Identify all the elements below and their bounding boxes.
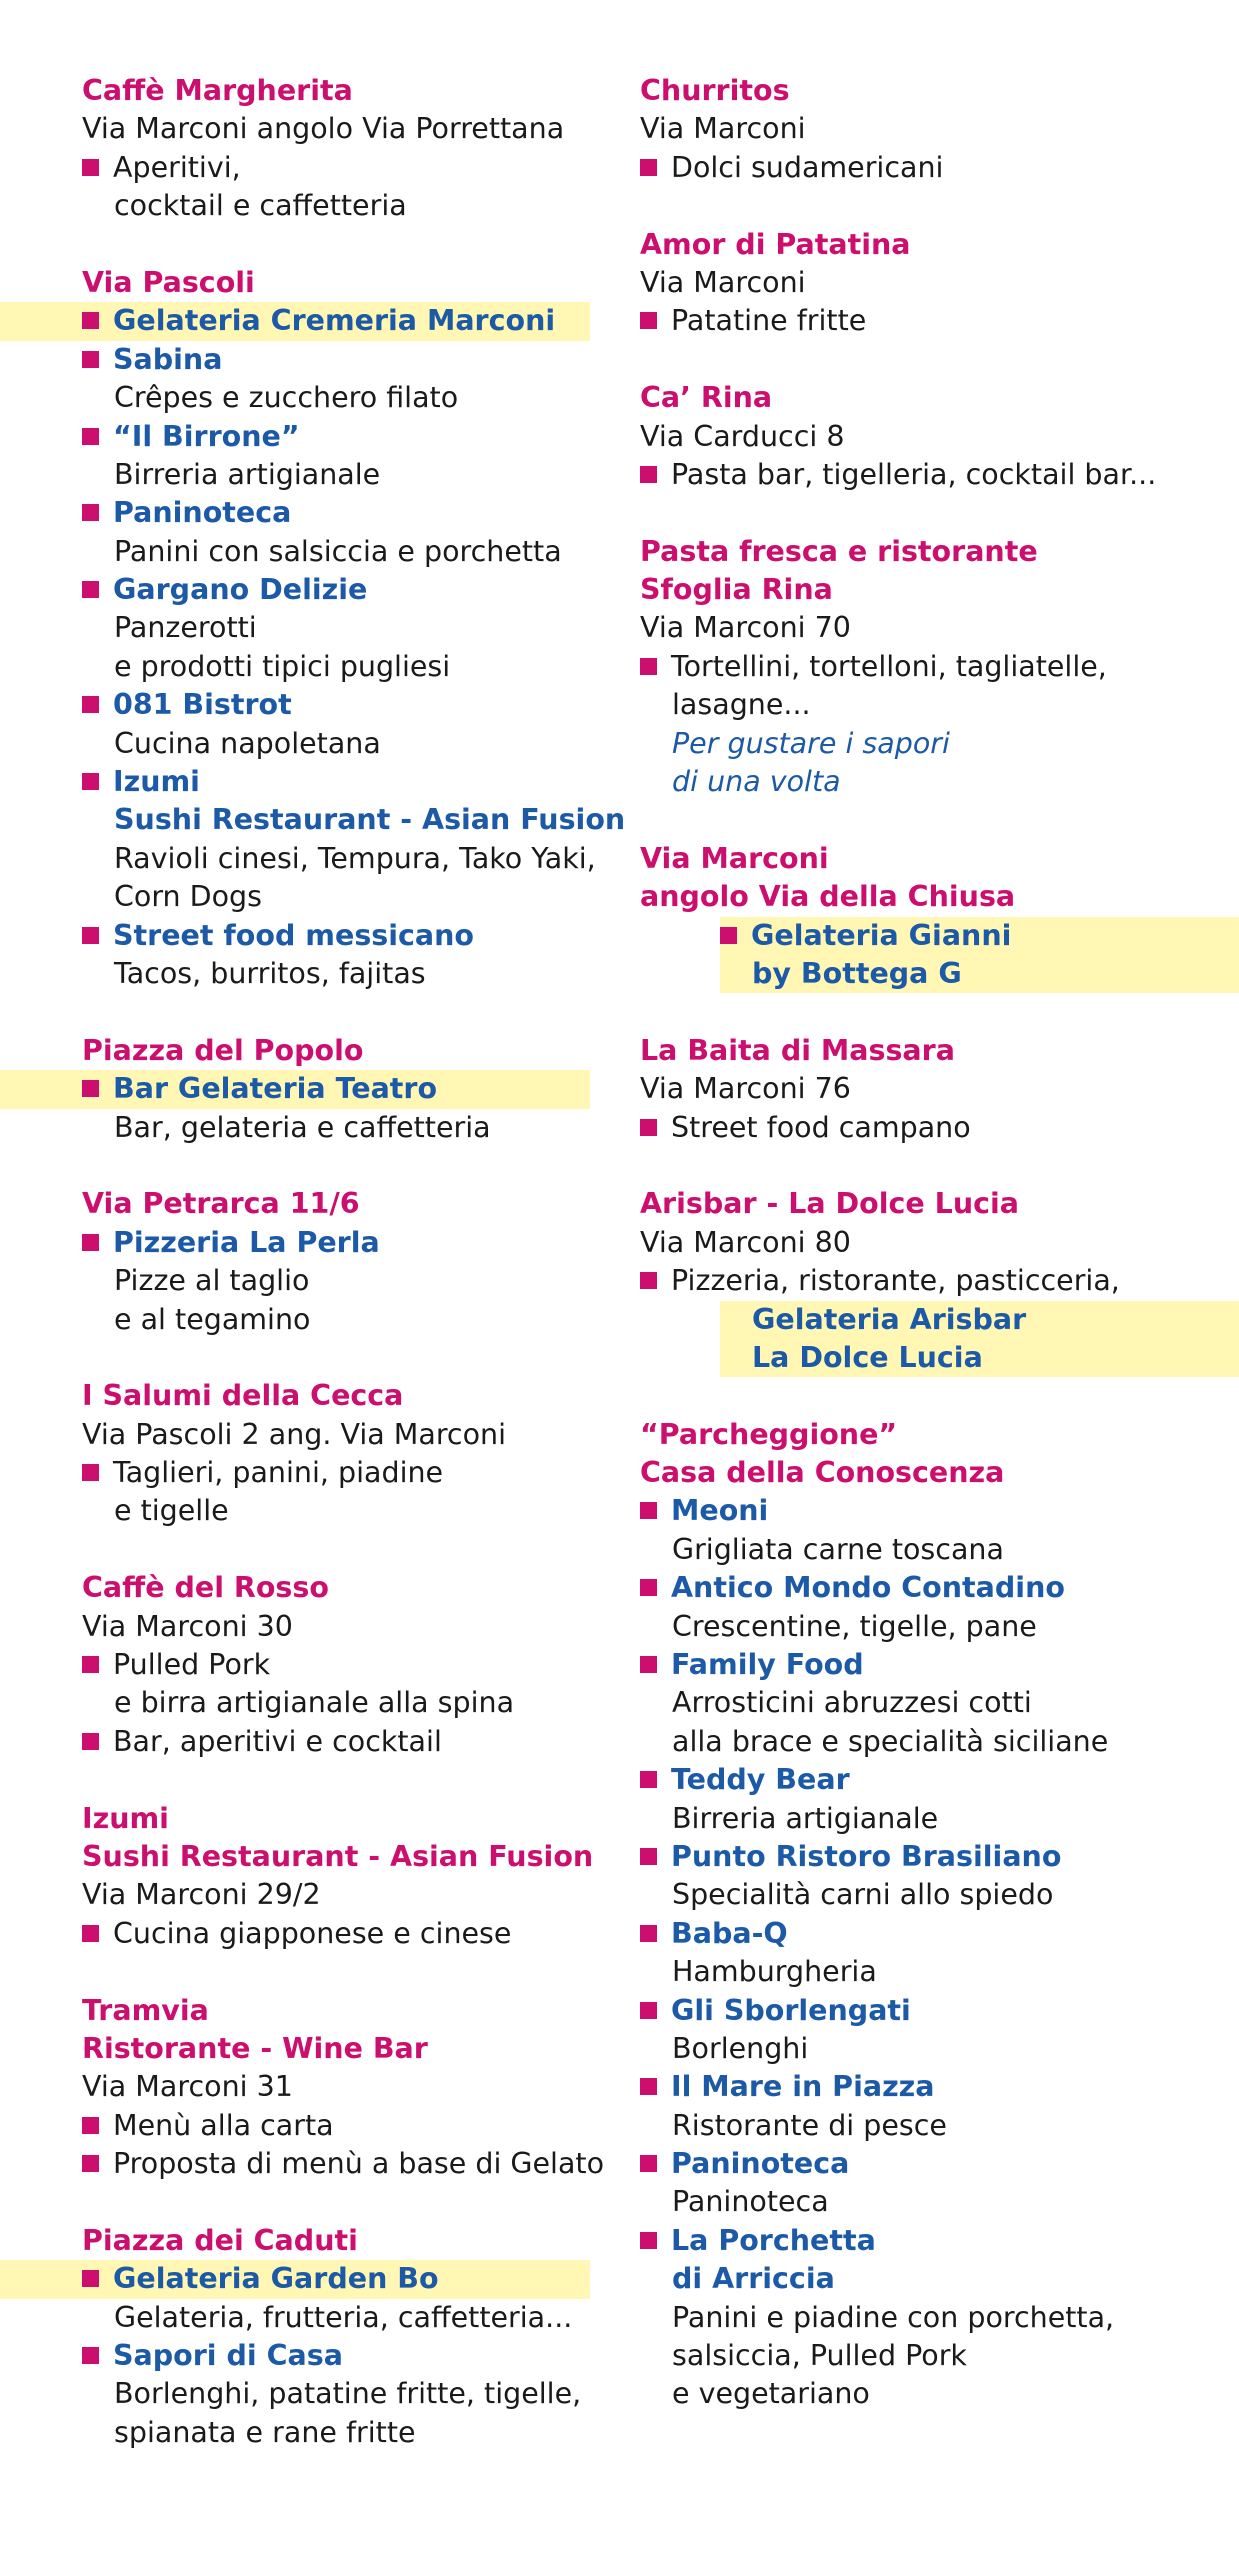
spacer (0, 2183, 590, 2221)
line-text: di Arriccia (672, 2262, 835, 2296)
description-line (560, 1800, 1239, 1838)
line-text: Crescentine, tigelle, pane (672, 1609, 1037, 1643)
line-text: Proposta di menù a base di Gelato (113, 2147, 605, 2181)
line-text: Piazza dei Caduti (82, 2223, 358, 2257)
section-heading (560, 1416, 1239, 1454)
address-line (560, 264, 1239, 302)
section-heading (560, 878, 1239, 916)
square-bullet-icon (82, 773, 99, 790)
line-text: Sapori di Casa (113, 2339, 343, 2373)
line-text: Via Marconi (640, 265, 806, 299)
description-line (0, 2375, 590, 2413)
square-bullet-icon (82, 2117, 99, 2134)
line-text: Paninoteca (113, 496, 292, 530)
line-text: Family Food (671, 1648, 864, 1682)
address-line (560, 110, 1239, 148)
line-text: Borlenghi, patatine fritte, tigelle, (114, 2377, 582, 2411)
line-text: Sushi Restaurant - Asian Fusion (82, 1839, 594, 1873)
description-line (0, 2414, 590, 2452)
spacer (0, 1953, 590, 1991)
vendor-name (560, 1992, 1239, 2030)
line-text: Hamburgheria (672, 1955, 877, 1989)
line-text: Paninoteca (671, 2147, 850, 2181)
offering-item (0, 149, 590, 187)
line-text: Gargano Delizie (113, 573, 368, 607)
description-line (560, 1531, 1239, 1569)
section-heading (560, 840, 1239, 878)
line-text: “Parcheggione” (640, 1417, 898, 1451)
line-text: I Salumi della Cecca (82, 1379, 404, 1413)
line-text: “Il Birrone” (113, 419, 300, 453)
offering-item (0, 1723, 590, 1761)
section-heading (560, 1032, 1239, 1070)
description-line (560, 1876, 1239, 1914)
description-line (0, 878, 590, 916)
section-heading (560, 533, 1239, 571)
square-bullet-icon (82, 2155, 99, 2172)
address-line (0, 1608, 590, 1646)
line-text: Ristorante di pesce (672, 2108, 947, 2142)
square-bullet-icon (82, 428, 99, 445)
square-bullet-icon (640, 312, 657, 329)
description-line (560, 2375, 1239, 2413)
line-text: Baba-Q (671, 1916, 788, 1950)
vendor-name (560, 2145, 1239, 2183)
line-text: e vegetariano (672, 2377, 870, 2411)
line-text: Sabina (113, 342, 223, 376)
spacer (560, 187, 1239, 225)
description-line (560, 2183, 1239, 2221)
section-heading (560, 1185, 1239, 1223)
line-text: Via Marconi 80 (640, 1225, 851, 1259)
line-text: Ravioli cinesi, Tempura, Tako Yaki, (114, 841, 596, 875)
address-line (560, 418, 1239, 456)
address-line (0, 110, 590, 148)
square-bullet-icon (82, 1234, 99, 1251)
line-text: Gelateria Garden Bo (113, 2262, 439, 2296)
square-bullet-icon (82, 504, 99, 521)
line-text: Arrosticini abruzzesi cotti (672, 1686, 1032, 1720)
line-text: Gli Sborlengati (671, 1993, 911, 2027)
description-line (560, 2337, 1239, 2375)
tagline (560, 725, 1239, 763)
vendor-name (560, 1569, 1239, 1607)
description-line (0, 456, 590, 494)
description-line (0, 648, 590, 686)
section-heading (0, 1569, 590, 1607)
vendor-name (0, 1070, 590, 1108)
section-heading (560, 1454, 1239, 1492)
description-line (560, 1608, 1239, 1646)
offering-item (560, 648, 1239, 686)
spacer (560, 801, 1239, 839)
description-line (560, 1684, 1239, 1722)
line-text: Casa della Conoscenza (640, 1456, 1005, 1490)
square-bullet-icon (640, 1771, 657, 1788)
vendor-name-continued (720, 1301, 1239, 1339)
description-line (560, 2030, 1239, 2068)
line-text: Pasta fresca e ristorante (640, 534, 1038, 568)
section-heading (0, 1800, 590, 1838)
square-bullet-icon (82, 2347, 99, 2364)
line-text: Crêpes e zucchero filato (114, 381, 459, 415)
line-text: La Porchetta (671, 2223, 876, 2257)
line-text: Corn Dogs (114, 880, 262, 914)
vendor-name (0, 302, 590, 340)
section-heading (0, 2030, 590, 2068)
description-line (0, 379, 590, 417)
square-bullet-icon (640, 1579, 657, 1596)
line-text: Via Marconi 70 (640, 611, 851, 645)
line-text: Via Marconi 30 (82, 1609, 293, 1643)
line-text: Il Mare in Piazza (671, 2070, 935, 2104)
line-text: spianata e rane fritte (114, 2415, 416, 2449)
line-text: La Dolce Lucia (752, 1340, 983, 1374)
line-text: Via Pascoli 2 ang. Via Marconi (82, 1417, 507, 1451)
vendor-name (0, 494, 590, 532)
vendor-name (560, 1838, 1239, 1876)
square-bullet-icon (640, 1119, 657, 1136)
vendor-name (560, 1915, 1239, 1953)
spacer (560, 494, 1239, 532)
line-text: Per gustare i sapori (672, 726, 950, 760)
description-line (0, 1492, 590, 1530)
offering-item (0, 1454, 590, 1492)
line-text: Piazza del Popolo (82, 1033, 364, 1067)
spacer (560, 993, 1239, 1031)
spacer (0, 1339, 590, 1377)
line-text: Caffè Margherita (82, 74, 353, 107)
offering-item (560, 1109, 1239, 1147)
vendor-name-continued (720, 955, 1239, 993)
address-line (560, 1070, 1239, 1108)
description-line (0, 725, 590, 763)
square-bullet-icon (640, 466, 657, 483)
line-text: Dolci sudamericani (671, 150, 944, 184)
square-bullet-icon (82, 351, 99, 368)
vendor-name-continued (720, 1339, 1239, 1377)
line-text: angolo Via della Chiusa (640, 880, 1016, 914)
line-text: by Bottega G (752, 956, 962, 990)
section-heading (560, 226, 1239, 264)
address-line (560, 609, 1239, 647)
square-bullet-icon (640, 2002, 657, 2019)
square-bullet-icon (82, 1733, 99, 1750)
vendor-name (0, 341, 590, 379)
square-bullet-icon (640, 1656, 657, 1673)
line-text: e al tegamino (114, 1302, 311, 1336)
line-text: Cucina napoletana (114, 726, 381, 760)
right-column (560, 72, 1239, 2414)
line-text: Caffè del Rosso (82, 1571, 329, 1605)
section-heading (0, 1838, 594, 1876)
vendor-name-continued (0, 801, 626, 839)
description-line (0, 1262, 590, 1300)
offering-item (560, 149, 1239, 187)
spacer (0, 1531, 590, 1569)
line-text: Via Marconi 76 (640, 1072, 851, 1106)
vendor-name (0, 686, 590, 724)
vendor-name (560, 2222, 1239, 2260)
square-bullet-icon (82, 927, 99, 944)
square-bullet-icon (640, 159, 657, 176)
vendor-name (560, 1761, 1239, 1799)
line-text: Punto Ristoro Brasiliano (671, 1839, 1062, 1873)
section-heading (0, 1032, 590, 1070)
section-heading (560, 571, 1239, 609)
vendor-name (560, 2068, 1239, 2106)
line-text: Taglieri, panini, piadine (113, 1456, 444, 1490)
address-line (0, 1416, 590, 1454)
line-text: Sushi Restaurant - Asian Fusion (114, 803, 626, 837)
spacer (0, 1761, 590, 1799)
line-text: Ca’ Rina (640, 381, 773, 415)
line-text: Amor di Patatina (640, 227, 911, 261)
line-text: Via Petrarca 11/6 (82, 1187, 360, 1221)
line-text: Izumi (113, 765, 200, 799)
line-text: alla brace e specialità siciliane (672, 1724, 1109, 1758)
offering-item (560, 302, 1239, 340)
description-line (0, 187, 590, 225)
line-text: Pizze al taglio (114, 1264, 310, 1298)
line-text: Via Marconi angolo Via Porrettana (82, 112, 565, 146)
line-text: Antico Mondo Contadino (671, 1571, 1065, 1605)
line-text: Cucina giapponese e cinese (113, 1916, 512, 1950)
address-line (560, 1224, 1239, 1262)
offering-item (560, 1262, 1239, 1300)
section-heading (0, 1992, 590, 2030)
address-line (0, 2068, 590, 2106)
line-text: Specialità carni allo spiedo (672, 1878, 1054, 1912)
line-text: Panini e piadine con porchetta, (672, 2300, 1115, 2334)
line-text: Aperitivi, (113, 150, 241, 184)
line-text: Via Marconi 29/2 (82, 1878, 321, 1912)
line-text: Tramvia (82, 1993, 209, 2027)
vendor-name (0, 418, 590, 456)
vendor-name (0, 1224, 590, 1262)
line-text: Via Marconi 31 (82, 2070, 293, 2104)
offering-item (0, 1646, 590, 1684)
vendor-name (0, 2337, 590, 2375)
line-text: e tigelle (114, 1494, 229, 1528)
square-bullet-icon (82, 1464, 99, 1481)
vendor-name-continued (560, 2260, 1239, 2298)
square-bullet-icon (82, 696, 99, 713)
vendor-name (560, 1492, 1239, 1530)
square-bullet-icon (640, 658, 657, 675)
line-text: Via Marconi (640, 841, 829, 875)
square-bullet-icon (640, 2078, 657, 2095)
line-text: Via Marconi (640, 112, 806, 146)
square-bullet-icon (82, 159, 99, 176)
square-bullet-icon (640, 1848, 657, 1865)
square-bullet-icon (640, 2155, 657, 2172)
left-column (0, 72, 626, 2452)
line-text: Teddy Bear (671, 1763, 850, 1797)
vendor-name (0, 763, 590, 801)
section-heading (560, 379, 1239, 417)
square-bullet-icon (640, 1272, 657, 1289)
section-heading (0, 1377, 590, 1415)
vendor-name (0, 2260, 590, 2298)
offering-item (560, 456, 1239, 494)
line-text: salsiccia, Pulled Pork (672, 2339, 967, 2373)
square-bullet-icon (82, 312, 99, 329)
line-text: Menù alla carta (113, 2108, 334, 2142)
description-line (560, 1723, 1239, 1761)
line-text: Izumi (82, 1801, 169, 1835)
line-text: Tortellini, tortelloni, tagliatelle, (671, 649, 1107, 683)
line-text: Street food campano (671, 1110, 971, 1144)
description-line (0, 533, 590, 571)
line-text: Patatine fritte (671, 304, 867, 338)
line-text: Gelateria, frutteria, caffetteria... (114, 2300, 573, 2334)
vendor-name (560, 1646, 1239, 1684)
description-line (560, 2299, 1239, 2337)
line-text: Arisbar - La Dolce Lucia (640, 1187, 1020, 1221)
description-line (0, 840, 596, 878)
spacer (0, 226, 590, 264)
line-text: Meoni (671, 1494, 769, 1528)
line-text: Street food messicano (113, 918, 475, 952)
description-line (0, 955, 590, 993)
spacer (560, 1147, 1239, 1185)
square-bullet-icon (82, 581, 99, 598)
square-bullet-icon (82, 1925, 99, 1942)
square-bullet-icon (82, 2270, 99, 2287)
square-bullet-icon (82, 1080, 99, 1097)
description-line (560, 1953, 1239, 1991)
line-text: 081 Bistrot (113, 688, 292, 722)
line-text: Churritos (640, 74, 790, 107)
description-line (0, 1109, 590, 1147)
line-text: cocktail e caffetteria (114, 189, 407, 223)
spacer (560, 341, 1239, 379)
square-bullet-icon (720, 927, 737, 944)
line-text: Borlenghi (672, 2031, 809, 2065)
line-text: Pasta bar, tigelleria, cocktail bar... (671, 457, 1157, 491)
spacer (0, 1147, 590, 1185)
line-text: lasagne... (672, 688, 811, 722)
line-text: Gelateria Arisbar (752, 1302, 1027, 1336)
line-text: Birreria artigianale (672, 1801, 939, 1835)
line-text: Panini con salsiccia e porchetta (114, 534, 562, 568)
line-text: Paninoteca (672, 2185, 829, 2219)
spacer (0, 993, 590, 1031)
line-text: Birreria artigianale (114, 457, 381, 491)
offering-item (0, 2107, 590, 2145)
line-text: La Baita di Massara (640, 1033, 955, 1067)
line-text: Panzerotti (114, 611, 257, 645)
line-text: Via Pascoli (82, 265, 255, 299)
line-text: Gelateria Cremeria Marconi (113, 304, 556, 338)
line-text: e birra artigianale alla spina (114, 1686, 515, 1720)
square-bullet-icon (82, 1656, 99, 1673)
line-text: Bar, gelateria e caffetteria (114, 1110, 491, 1144)
vendor-name (0, 917, 590, 955)
description-line (0, 1301, 590, 1339)
line-text: di una volta (672, 765, 841, 799)
square-bullet-icon (640, 1502, 657, 1519)
section-heading (0, 2222, 590, 2260)
section-heading (0, 264, 590, 302)
line-text: Ristorante - Wine Bar (82, 2031, 428, 2065)
line-text: Grigliata carne toscana (672, 1532, 1004, 1566)
description-line (560, 686, 1239, 724)
tagline (560, 763, 1239, 801)
description-line (0, 2299, 590, 2337)
line-text: Gelateria Gianni (751, 918, 1012, 952)
description-line (0, 1684, 590, 1722)
section-heading (560, 72, 1239, 110)
square-bullet-icon (640, 2232, 657, 2249)
line-text: Pizzeria, ristorante, pasticceria, (671, 1264, 1120, 1298)
line-text: Bar Gelateria Teatro (113, 1072, 438, 1106)
offering-item (0, 1915, 590, 1953)
vendor-name (0, 571, 590, 609)
section-heading (0, 1185, 590, 1223)
description-line (560, 2107, 1239, 2145)
line-text: e prodotti tipici pugliesi (114, 649, 451, 683)
spacer (560, 1377, 1239, 1415)
line-text: Tacos, burritos, fajitas (114, 956, 426, 990)
line-text: Sfoglia Rina (640, 573, 833, 607)
section-heading (0, 72, 590, 110)
line-text: Bar, aperitivi e cocktail (113, 1724, 442, 1758)
address-line (0, 1876, 590, 1914)
line-text: Pizzeria La Perla (113, 1225, 380, 1259)
line-text: Pulled Pork (113, 1648, 271, 1682)
square-bullet-icon (640, 1925, 657, 1942)
description-line (0, 609, 590, 647)
offering-item (0, 2145, 605, 2183)
vendor-name (720, 917, 1239, 955)
line-text: Via Carducci 8 (640, 419, 845, 453)
